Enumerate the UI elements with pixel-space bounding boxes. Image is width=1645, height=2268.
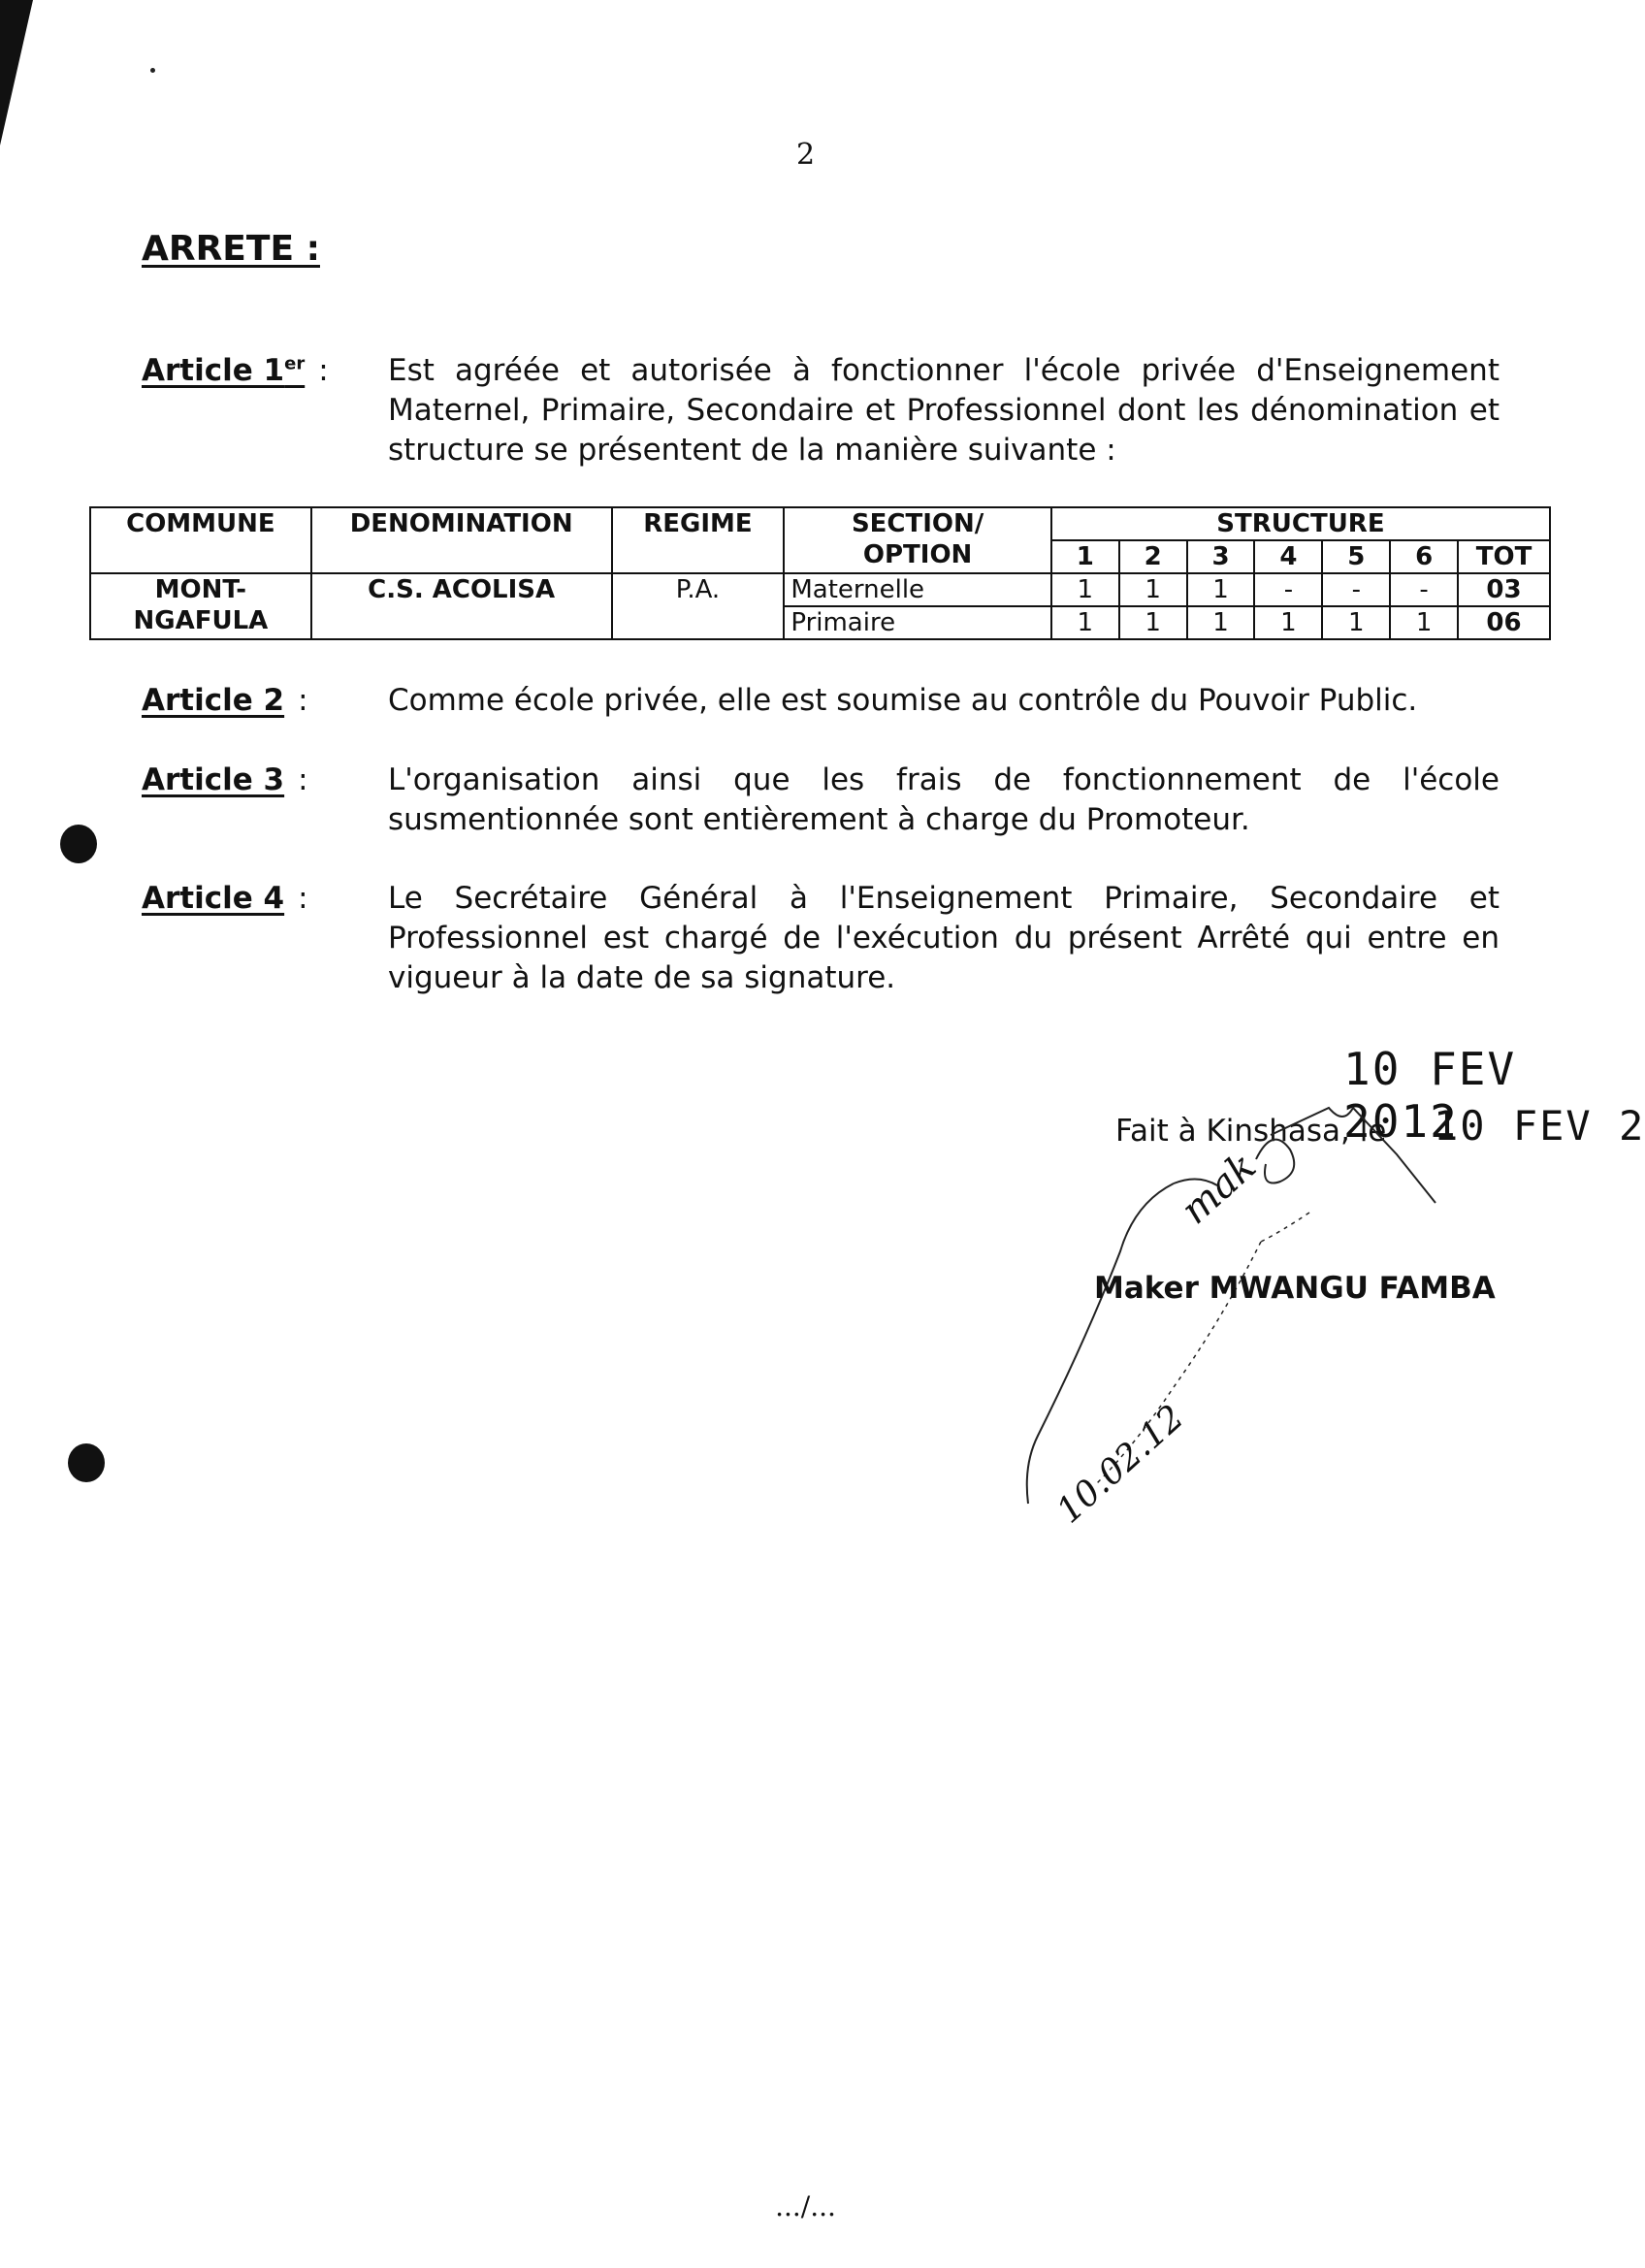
article-4-colon: : xyxy=(298,881,308,916)
cell-value: 1 xyxy=(1187,606,1255,639)
header-commune: COMMUNE xyxy=(90,507,311,573)
document-heading: ARRETE : xyxy=(142,229,320,269)
punch-hole-top xyxy=(60,825,97,863)
article-4-label-text: Article 4 xyxy=(142,881,285,916)
article-3-label-text: Article 3 xyxy=(142,762,285,797)
article-2-label-text: Article 2 xyxy=(142,683,285,718)
cell-commune xyxy=(90,573,311,639)
cell-value: - xyxy=(1254,573,1322,606)
article-2-label xyxy=(142,683,308,718)
article-2-text: Comme école privée, elle est soumise au contrôle du Pouvoir Public. xyxy=(388,683,1418,718)
cell-commune-line2: NGAFULA xyxy=(133,606,269,635)
article-2-colon: : xyxy=(298,683,308,718)
cell-regime: P.A. xyxy=(612,573,785,639)
article-1-text: Est agréée et autorisée à fonctionner l'école privée d'Enseignement Maternel, Primaire, Secondaire et Professionnel dont les dénomination et structure se présentent de la manière suivante : xyxy=(388,353,1500,468)
header-col-4: 4 xyxy=(1254,540,1322,573)
header-regime: REGIME xyxy=(612,507,785,573)
header-structure: STRUCTURE xyxy=(1051,507,1550,540)
table-row xyxy=(90,573,1550,606)
article-3-text: L'organisation ainsi que les frais de fonctionnement de l'école susmentionnée sont entièrement à charge du Promoteur. xyxy=(388,762,1500,837)
cell-value: - xyxy=(1322,573,1390,606)
cell-value: 1 xyxy=(1119,573,1187,606)
header-col-tot: TOT xyxy=(1458,540,1550,573)
header-col-1: 1 xyxy=(1051,540,1119,573)
cell-value: 1 xyxy=(1119,606,1187,639)
article-1-label-sup: er xyxy=(284,353,306,374)
fait-a-kinshasa: Fait à Kinshasa, le xyxy=(1115,1114,1387,1149)
scan-corner-mark xyxy=(0,0,33,146)
cell-value: 1 xyxy=(1187,573,1255,606)
cell-value: 1 xyxy=(1254,606,1322,639)
signer-name: Maker MWANGU FAMBA xyxy=(1094,1271,1496,1306)
school-structure-table xyxy=(89,506,1551,640)
cell-denomination: C.S. ACOLISA xyxy=(311,573,612,639)
punch-hole-bottom xyxy=(68,1443,105,1482)
article-4-label xyxy=(142,881,308,916)
cell-value: - xyxy=(1390,573,1458,606)
date-stamp: 10 FEV 2012 xyxy=(1343,1043,1517,1148)
header-col-3: 3 xyxy=(1187,540,1255,573)
handwritten-date: 10.02.12 xyxy=(1049,1397,1192,1532)
header-col-5: 5 xyxy=(1322,540,1390,573)
article-1-colon: : xyxy=(318,353,329,388)
article-4-text: Le Secrétaire Général à l'Enseignement Primaire, Secondaire et Professionnel est chargé de l'exécution du présent Arrêté qui entre en vigueur à la date de sa signature. xyxy=(388,881,1500,995)
page-continuation: .../... xyxy=(775,2190,836,2222)
article-1-label xyxy=(142,353,329,388)
scan-speck xyxy=(150,68,155,73)
cell-section: Maternelle xyxy=(784,573,1051,606)
handwritten-initials: mak xyxy=(1173,1144,1265,1233)
header-section-line1: SECTION/ xyxy=(851,509,984,538)
article-3-colon: : xyxy=(298,762,308,797)
cell-total: 06 xyxy=(1458,606,1550,639)
cell-total: 03 xyxy=(1458,573,1550,606)
header-denomination: DENOMINATION xyxy=(311,507,612,573)
page-number: 2 xyxy=(795,138,816,172)
date-stamp-partial: 10 FEV 2 xyxy=(1434,1102,1645,1150)
cell-value: 1 xyxy=(1051,606,1119,639)
article-3-label xyxy=(142,762,308,797)
header-section-line2: OPTION xyxy=(862,540,973,569)
cell-value: 1 xyxy=(1051,573,1119,606)
header-section-option xyxy=(784,507,1051,573)
cell-value: 1 xyxy=(1390,606,1458,639)
cell-commune-line1: MONT- xyxy=(154,575,247,604)
cell-section: Primaire xyxy=(784,606,1051,639)
article-1-label-text: Article 1 xyxy=(142,353,285,388)
cell-value: 1 xyxy=(1322,606,1390,639)
header-col-2: 2 xyxy=(1119,540,1187,573)
header-col-6: 6 xyxy=(1390,540,1458,573)
